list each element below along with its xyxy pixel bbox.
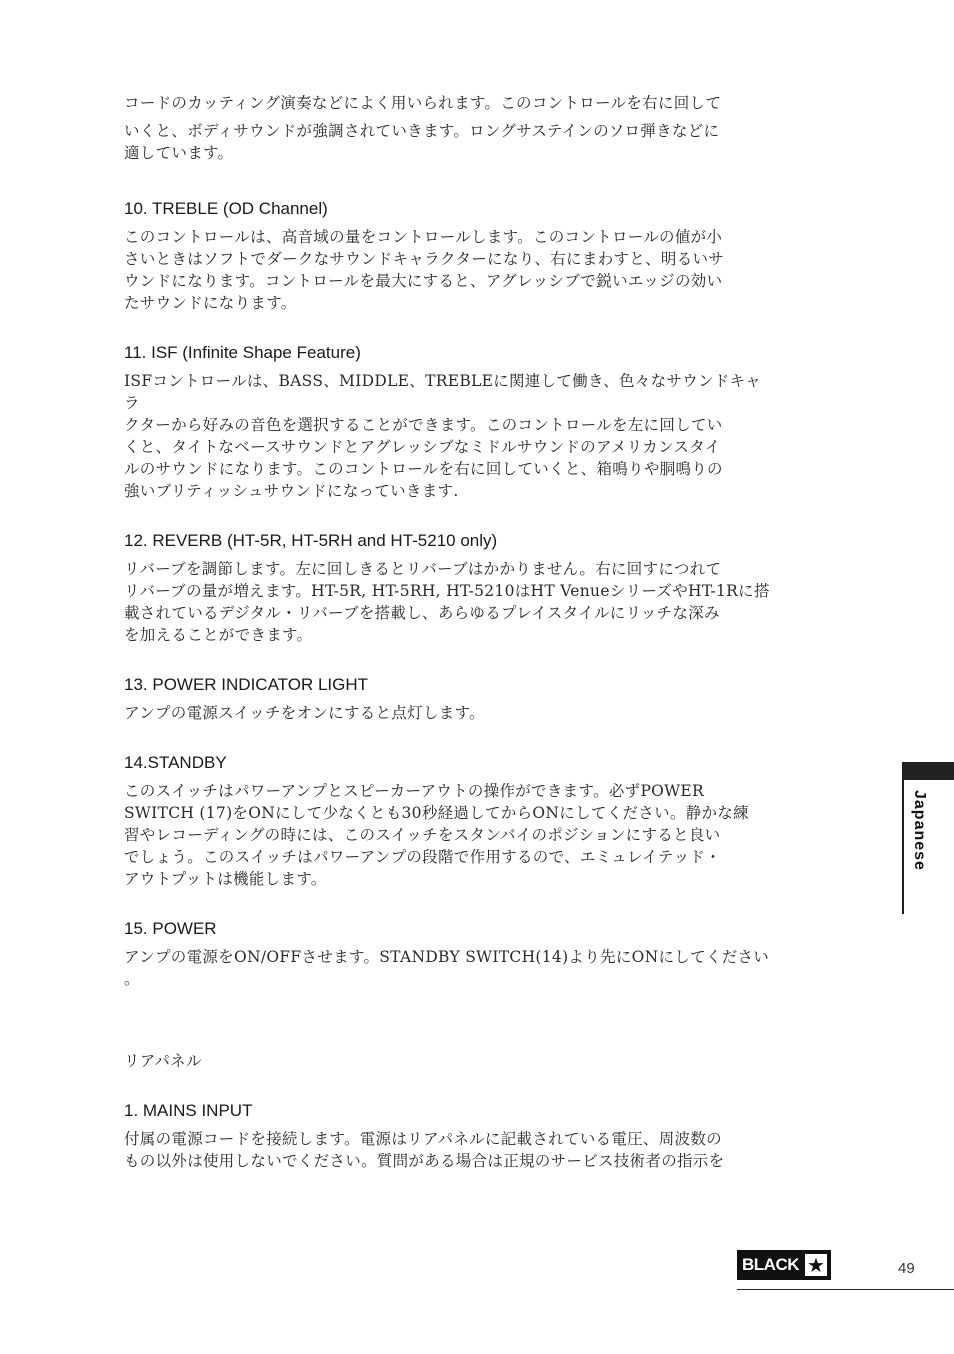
text-line: リバーブを調節します。左に回しきるとリバーブはかかりません。右に回すにつれて xyxy=(124,560,722,578)
section-power-indicator xyxy=(124,674,834,724)
brand-logo-text: BLACK xyxy=(742,1255,799,1274)
section-isf xyxy=(124,342,834,502)
section-heading: 10. TREBLE (OD Channel) xyxy=(124,199,328,218)
text-line: ウンドになります。コントロールを最大にすると、アグレッシブで鋭いエッジの効い xyxy=(124,272,723,290)
section-heading: 1. MAINS INPUT xyxy=(124,1101,253,1120)
text-line: ISFコントロールは、BASS、MIDDLE、TREBLEに関連して働き、色々なサウンドキャ xyxy=(124,372,762,390)
section-mains-input xyxy=(124,1100,834,1172)
section-heading: 14.STANDBY xyxy=(124,753,227,772)
text-line: ラ xyxy=(124,394,140,412)
text-line: 付属の電源コードを接続します。電源はリアパネルに記載されている電圧、周波数の xyxy=(124,1130,722,1148)
section-reverb xyxy=(124,530,834,646)
text-line: クターから好みの音色を選択することができます。このコントロールを左に回してい xyxy=(124,416,723,434)
page-content xyxy=(124,92,834,1172)
language-tab-rule xyxy=(902,762,904,914)
section-standby xyxy=(124,752,834,890)
language-tab-marker xyxy=(903,762,954,780)
text-line: いくと、ボディサウンドが強調されていきます。ロングサステインのソロ弾きなどに xyxy=(124,122,720,140)
text-line: 。 xyxy=(124,970,140,988)
text-line: アウトプットは機能します。 xyxy=(124,870,327,888)
text-line: このスイッチはパワーアンプとスピーカーアウトの操作ができます。必ずPOWER xyxy=(124,782,704,800)
text-line: コードのカッティング演奏などによく用いられます。このコントロールを右に回して xyxy=(124,94,722,112)
footer-rule xyxy=(737,1289,954,1290)
text-line: 適しています。 xyxy=(124,144,234,162)
text-line: もの以外は使用しないでください。質問がある場合は正規のサービス技術者の指示を xyxy=(124,1152,725,1170)
text-line: ルのサウンドになります。このコントロールを右に回していくと、箱鳴りや胴鳴りの xyxy=(124,460,723,478)
text-line: 習やレコーディングの時には、このスイッチをスタンバイのポジションにすると良い xyxy=(124,826,721,844)
language-tab-label: Japanese xyxy=(911,790,928,871)
text-line: くと、タイトなベースサウンドとアグレッシブなミドルサウンドのアメリカンスタイ xyxy=(124,438,721,456)
text-line: 強いブリティッシュサウンドになっていきます. xyxy=(124,482,459,500)
section-power xyxy=(124,918,834,990)
text-line: アンプの電源スイッチをオンにすると点灯します。 xyxy=(124,704,485,722)
rear-panel-block xyxy=(124,1050,834,1172)
text-line: でしょう。このスイッチはパワーアンプの段階で作用するので、エミュレイテッド・ xyxy=(124,848,721,866)
text-line: さいときはソフトでダークなサウンドキャラクターになり、右にまわすと、明るいサ xyxy=(124,250,725,268)
star-icon: ★ xyxy=(805,1254,827,1276)
text-line: たサウンドになります。 xyxy=(124,294,297,312)
section-heading: 11. ISF (Infinite Shape Feature) xyxy=(124,343,361,362)
rear-panel-title: リアパネル xyxy=(124,1052,202,1070)
text-line: リバーブの量が増えます。HT-5R, HT-5RH, HT-5210はHT VenueシリーズやHT-1Rに搭 xyxy=(124,582,770,600)
intro-block xyxy=(124,92,834,164)
text-line: を加えることができます。 xyxy=(124,626,313,644)
text-line: 載されているデジタル・リバーブを搭載し、あらゆるプレイスタイルにリッチな深み xyxy=(124,604,720,622)
section-heading: 12. REVERB (HT-5R, HT-5RH and HT-5210 only) xyxy=(124,531,498,550)
page-number: 49 xyxy=(898,1260,915,1277)
section-treble xyxy=(124,198,834,314)
text-line: このコントロールは、高音域の量をコントロールします。このコントロールの値が小 xyxy=(124,228,723,246)
brand-logo xyxy=(737,1250,831,1280)
text-line: アンプの電源をON/OFFさせます。STANDBY SWITCH(14)より先にONにしてください xyxy=(124,948,770,966)
section-heading: 15. POWER xyxy=(124,919,217,938)
section-heading: 13. POWER INDICATOR LIGHT xyxy=(124,675,369,694)
text-line: SWITCH (17)をONにして少なくとも30秒経過してからONにしてください。静かな練 xyxy=(124,804,749,822)
